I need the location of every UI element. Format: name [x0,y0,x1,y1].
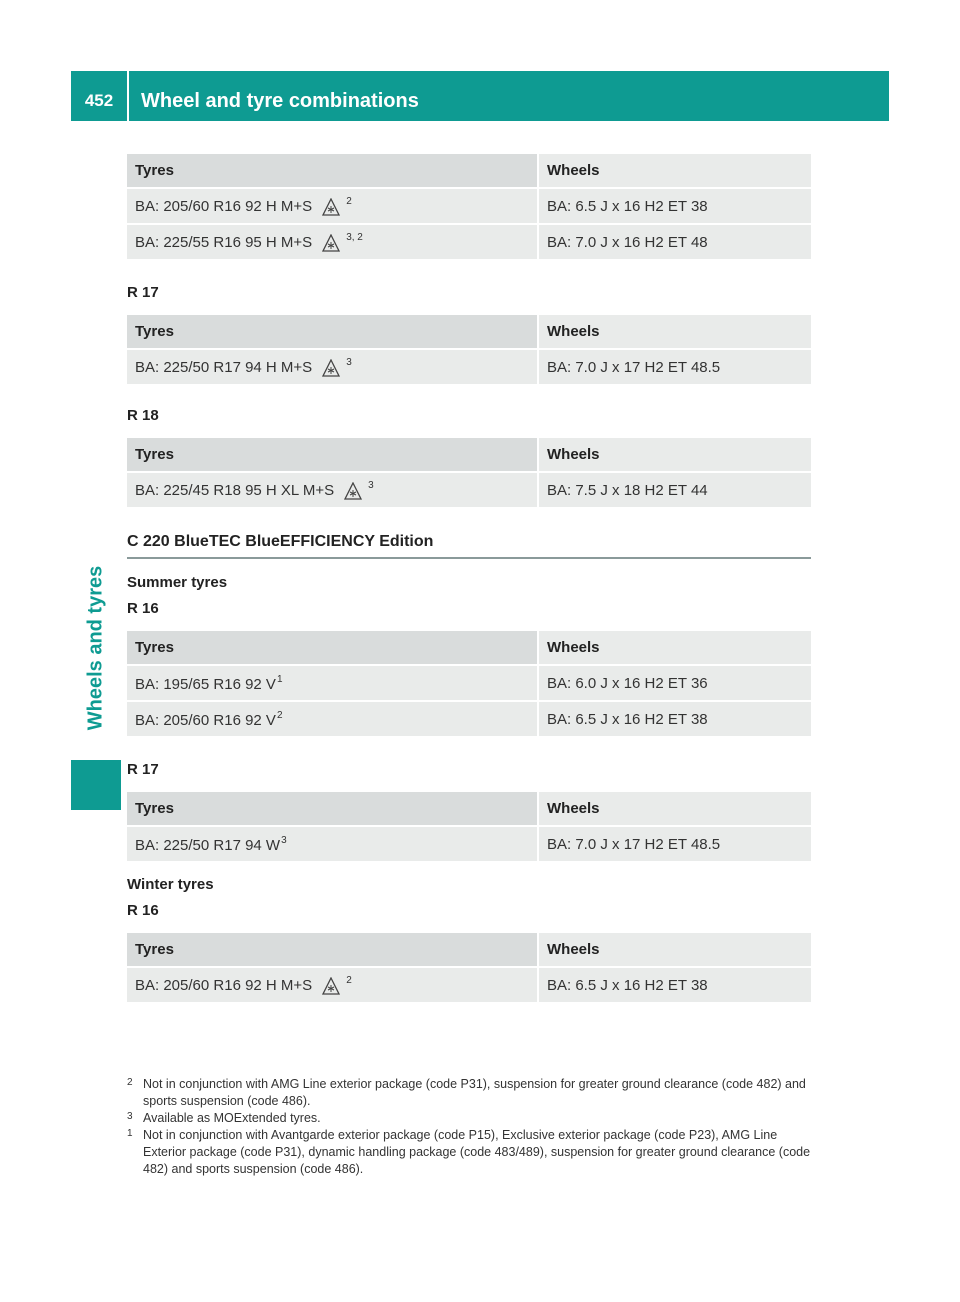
footnote [127,1076,811,1110]
wheel-cell: BA: 7.0 J x 17 H2 ET 48.5 [538,826,811,861]
footnote-ref: 3 [346,356,352,368]
rim-size-label: R 17 [127,761,159,778]
wheels-header: Wheels [538,315,811,349]
table-header-row [127,792,811,826]
table-header-row [127,438,811,472]
chapter-label: Wheels and tyres [84,565,107,731]
wheel-cell: BA: 7.0 J x 16 H2 ET 48 [538,224,811,259]
wheels-header: Wheels [538,933,811,967]
wheel-cell: BA: 7.5 J x 18 H2 ET 44 [538,472,811,507]
footnotes [127,1076,811,1178]
footnote-number: 2 [127,1077,133,1088]
snowflake-mountain-icon [322,359,340,377]
page-header [71,71,889,121]
tyre-cell [127,826,538,861]
table-row [127,967,811,1002]
footnote-text: Not in conjunction with Avantgarde exterior package (code P15), Exclusive exterior package (code P23), AMG Line Exterior package (code P31), dynamic handling package (code 483/489), suspension for greater ground clearance (code 482) and sports suspension (code 486). [143,1128,811,1176]
footnote-ref: 2 [346,195,352,207]
tyre-spec: BA: 225/55 R16 95 H M+S [135,233,313,251]
tyre-table [127,154,811,259]
summer-tyres-label: Summer tyres [127,574,228,591]
wheel-cell: BA: 6.5 J x 16 H2 ET 38 [538,188,811,224]
tyres-header: Tyres [127,933,538,967]
tyre-table [127,631,811,736]
table-row [127,349,811,384]
footnote [127,1110,811,1127]
footnote-ref: 1 [276,673,283,685]
tyre-spec: BA: 195/65 R16 92 V [135,675,276,693]
tyres-header: Tyres [127,631,538,665]
table-row [127,224,811,259]
page-title: Wheel and tyre combinations [141,90,419,112]
wheels-header: Wheels [538,438,811,472]
footnote-ref: 2 [276,709,283,721]
chapter-marker [71,760,121,810]
table-row [127,701,811,736]
chapter-tab [71,548,121,748]
snowflake-mountain-icon [344,482,362,500]
tyre-spec: BA: 205/60 R16 92 V [135,711,276,729]
table-header-row [127,933,811,967]
wheel-cell: BA: 6.5 J x 16 H2 ET 38 [538,701,811,736]
footnote-text: Not in conjunction with AMG Line exterior package (code P31), suspension for greater ground clearance (code 482) and sports suspension (code 486). [143,1077,806,1108]
rim-size-label: R 16 [127,902,159,919]
tyre-cell [127,665,538,701]
table-row [127,472,811,507]
footnote-ref: 2 [346,974,352,986]
header-divider [127,71,129,121]
table-header-row [127,154,811,188]
tyres-header: Tyres [127,438,538,472]
footnote-number: 1 [127,1128,133,1139]
wheel-cell: BA: 6.0 J x 16 H2 ET 36 [538,665,811,701]
tyre-table [127,933,811,1002]
main-content [127,154,811,1002]
tyre-spec: BA: 205/60 R16 92 H M+S [135,976,313,994]
wheel-cell: BA: 6.5 J x 16 H2 ET 38 [538,967,811,1002]
footnote [127,1127,811,1178]
tyres-header: Tyres [127,315,538,349]
rim-size-label: R 16 [127,600,159,617]
tyre-spec: BA: 225/50 R17 94 H M+S [135,358,313,376]
section-heading: C 220 BlueTEC BlueEFFICIENCY Edition [127,533,811,559]
tyre-cell [127,188,538,224]
footnote-ref: 3 [368,479,374,491]
wheel-cell: BA: 7.0 J x 17 H2 ET 48.5 [538,349,811,384]
snowflake-mountain-icon [322,234,340,252]
snowflake-mountain-icon [322,198,340,216]
tyre-table [127,792,811,861]
tyre-cell [127,701,538,736]
tyre-spec: BA: 225/50 R17 94 W [135,836,281,854]
table-header-row [127,631,811,665]
table-header-row [127,315,811,349]
winter-tyres-label: Winter tyres [127,876,214,893]
table-row [127,188,811,224]
rim-size-label: R 17 [127,284,159,301]
tyre-spec: BA: 205/60 R16 92 H M+S [135,197,313,215]
wheels-header: Wheels [538,154,811,188]
tyre-table [127,438,811,507]
tyre-cell [127,224,538,259]
footnote-text: Available as MOExtended tyres. [143,1111,321,1125]
page-number: 452 [84,91,114,110]
tyres-header: Tyres [127,154,538,188]
tyre-spec: BA: 225/45 R18 95 H XL M+S [135,481,335,499]
tyre-cell [127,349,538,384]
snowflake-mountain-icon [322,977,340,995]
footnote-ref: 3 [281,834,287,846]
footnote-ref: 3, 2 [346,231,363,243]
footnote-number: 3 [127,1111,133,1122]
tyre-cell [127,472,538,507]
table-row [127,665,811,701]
tyre-table [127,315,811,384]
wheels-header: Wheels [538,631,811,665]
table-row [127,826,811,861]
tyre-cell [127,967,538,1002]
tyres-header: Tyres [127,792,538,826]
rim-size-label: R 18 [127,407,159,424]
wheels-header: Wheels [538,792,811,826]
